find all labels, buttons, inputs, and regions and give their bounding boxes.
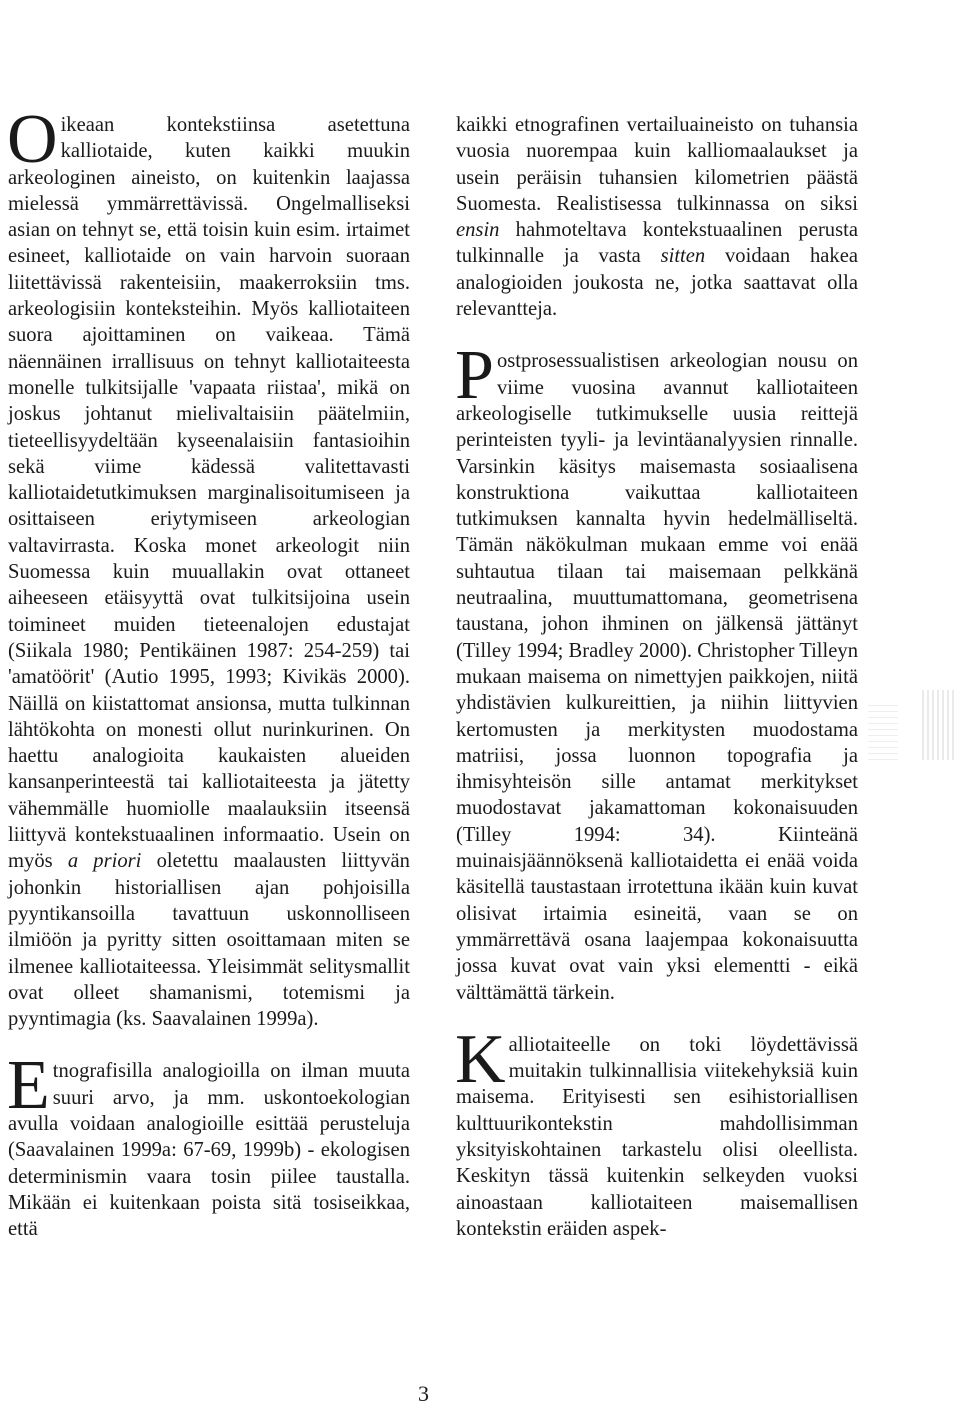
page-number: 3 — [418, 1381, 429, 1406]
paragraph-ethnographic — [7, 1047, 410, 1242]
paragraph-frameworks-text: alliotaiteelle on toki löydettävissä muitakin tulkinnallisia viitekehyksiä kuin maisema. Erityisesti sen esihistoriallisen kulttuurikontekstin mahdollisimman yksityiskohtainen tarkastelu olisi oleellista. Keskityn tässä kuitenkin selkeyden vuoksi ainoastaan kalliotaiteen maisemallisen kontekstin eräiden aspek- — [456, 1033, 858, 1240]
continuation-text-b: hahmoteltava kontekstuaalinen perusta tulkinnalle ja vasta — [456, 219, 858, 268]
scan-artifact-secondary — [868, 700, 898, 760]
dropcap-e: E — [7, 1047, 50, 1125]
italic-sitten: sitten — [660, 245, 706, 268]
paragraph-postprocessual-text: ostprosessualistisen arkeologian nousu on viime vuosina avannut kalliotaiteen arkeologiselle tutkimukselle uusia reittejä perinteisten tyyli- ja levintäanalyysien rinnalle. Varsinkin käsitys maisemasta sosiaalisena konstruktiona vaikuttaa kalliotaiteen tutkimuksen kannalta hyvin hedelmälliseltä. Tämän näkökulman mukaan emme voi enää suhtautua tilaan tai maisemaan pelkkänä neutraalina, muuttumattomana, geometrisena taustana, johon ihminen on jälkensä jättänyt (Tilley 1994; Bradley 2000). Christopher Tilleyn mukaan maisema on nimettyjen paikkojen, niitä yhdistävien kulkureittien, ja niihin liittyvien kertomusten ja merkitysten muodostama matriisi, jossa luonnon topografia ja ihmisyhteisön sille antamat merkitykset muodostavat jakamattoman kokonaisuuden (Tilley 1994: 34). Kiinteänä muinaisjäännöksenä kalliotaidetta ei enää voida käsitellä taustastaan irrotettuna ikään kuin kuvat olisivat irtaimia esineitä, vaan se on ymmärrettävä osana laajempaa kokonaisuutta jossa kuvat ovat vain yksi elementti - eikä välttämättä tärkein. — [456, 350, 858, 1004]
right-column — [456, 112, 858, 1242]
dropcap-p: P — [455, 337, 494, 415]
scan-artifact — [922, 690, 956, 760]
continuation-text-c: voidaan hakea analogioiden joukosta ne, jotka saattavat olla relevantteja. — [456, 245, 858, 321]
italic-a-priori: a priori — [67, 850, 142, 873]
paragraph-ethnographic-text: tnografisilla analogioilla on ilman muuta suuri arvo, ja mm. uskontoekologian avulla voidaan analogioille esittää perusteluja (Saavalainen 1999a: 67-69, 1999b) - ekologisen determinismin vaara tosin piilee taustalla. Mikään ei kuitenkaan poista sitä tosiseikkaa, että — [8, 1060, 410, 1241]
dropcap-o: O — [7, 101, 58, 178]
paragraph-intro-text: ikeaan kontekstiinsa asetettuna kalliotaide, kuten kaikki muukin arkeologinen aineisto, on kuitenkin laajassa mielessä ymmärrettävissä. Ongelmalliseksi asian on tehnyt se, että toisin kuin esim. irtaimet esineet, kalliotaide on vain harvoin suoraan liitettävissä rakenteisiin, maakerroksiin tms. arkeologisiin konteksteihin. Myös kalliotaiteen suora ajoittaminen on vaikeaa. Tämä näennäinen irrallisuus on tehnyt kalliotaiteesta monelle tulkitsijalle 'vapaata riistaa', mikä on joskus johtanut mielivaltaisiin päätelmiin, tieteellisyydeltään kyseenalaisiin fantasioihin sekä viime kädessä valitettavasti kalliotaidetutkimuksen marginalisoitumiseen ja osittaiseen eriytymiseen arkeologian valtavirrasta. Koska monet arkeologit niin Suomessa kuin muuallakin ovat ottaneet aiheeseen etäisyyttä ovat tulkitsijoina usein toimineet muiden tieteenalojen edustajat (Siikala 1980; Pentikäinen 1987: 254-259) tai 'amatöörit' (Autio 1995, 1993; Kivikäs 2000). Näillä on kiistattomat ansionsa, mutta tulkinnan lähtökohta on monesti ollut nurinkurinen. On haettu analogioita kaukaisten alueiden kansanperinteestä tai kalliotaiteesta ja jätetty vähemmälle huomiolle maalauksiin itseensä liittyvä kontekstuaalinen informaatio. Usein on myös — [8, 114, 410, 873]
paragraph-intro-tail: oletettu maalausten liittyvän johonkin historiallisen ajan pohjoisilla pyyntikansoilla tavattuun uskonnolliseen ilmiöön ja pyritty sitten osoittamaan miten se ilmenee kalliotaiteessa. Yleisimmät selitysmallit ovat olleet shamanismi, totemismi ja pyyntimagia (ks. Saavalainen 1999a). — [8, 850, 410, 1031]
paragraph-frameworks — [455, 1020, 858, 1242]
paragraph-postprocessual — [455, 337, 858, 1005]
dropcap-k: K — [455, 1020, 506, 1098]
paragraph-continuation — [456, 112, 858, 322]
italic-ensin: ensin — [456, 219, 500, 242]
continuation-text-a: kaikki etnografinen vertailuaineisto on tuhansia vuosia nuorempaa kuin kalliomaalaukset ja usein peräisin tuhansien kilometrien päästä Suomesta. Realistisessa tulkinnassa on siksi — [456, 114, 858, 215]
paragraph-intro — [7, 101, 410, 1032]
left-column — [7, 101, 410, 1242]
